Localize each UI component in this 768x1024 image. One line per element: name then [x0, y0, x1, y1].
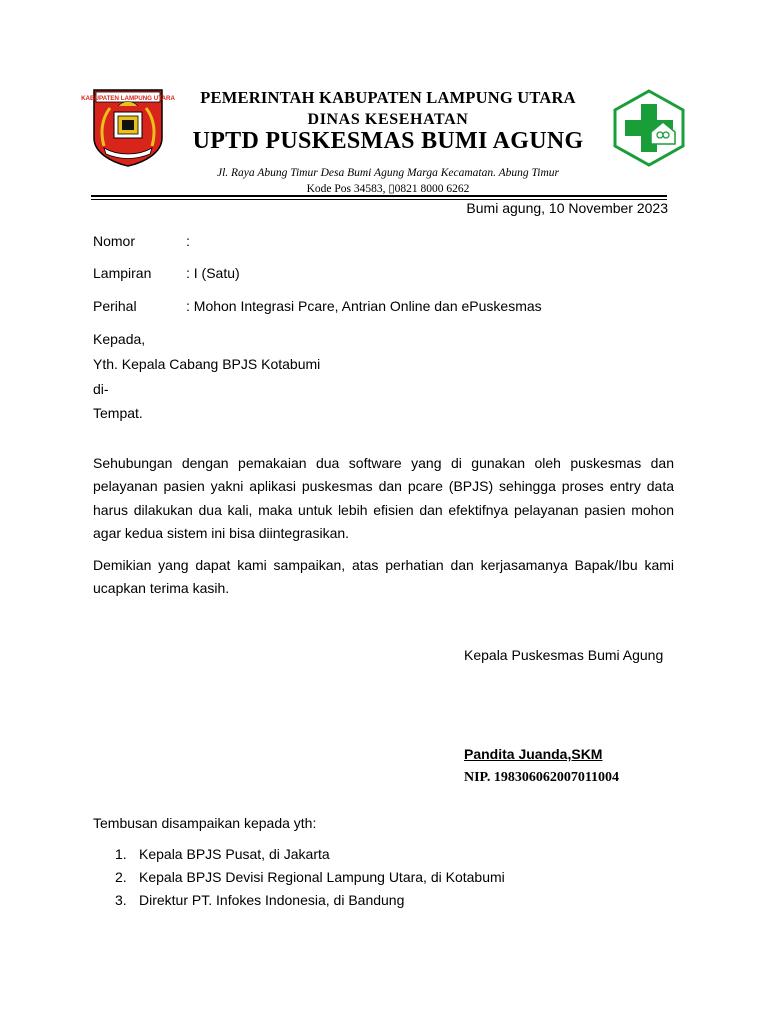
letterhead-department: DINAS KESEHATAN — [307, 111, 469, 128]
cc-heading: Tembusan disampaikan kepada yth: — [93, 815, 317, 831]
cc-list — [93, 846, 505, 915]
letterhead-rule-thick — [91, 195, 667, 197]
lampiran-label: Lampiran — [93, 265, 152, 281]
nomor-label: Nomor — [93, 233, 136, 249]
cc-item-number: 2. — [115, 869, 127, 885]
cc-item-number: 1. — [115, 846, 127, 862]
signature-nip: NIP. 198306062007011004 — [464, 770, 620, 785]
cc-item — [93, 846, 505, 869]
body-paragraph-1: Sehubungan dengan pemakaian dua software yang di gunakan oleh puskesmas dan pelayanan pasien yakni aplikasi puskesmas dan pcare (BPJS) sehingga proses entry data harus dilakukan dua kali, maka untuk lebih efisien dan efektifnya pelayanan pasien mohon agar kedua sistem ini bisa diintegrasikan. — [93, 455, 674, 541]
lampiran-value: : I (Satu) — [186, 265, 240, 281]
nomor-value: : — [186, 233, 190, 249]
letterhead-postal: Kode Pos 34583, ▯0821 8000 6262 — [306, 183, 470, 195]
letterhead-address: Jl. Raya Abung Timur Desa Bumi Agung Marga Kecamatan. Abung Timur — [216, 167, 560, 179]
perihal-value: : Mohon Integrasi Pcare, Antrian Online dan ePuskesmas — [186, 298, 542, 314]
cc-item-number: 3. — [115, 892, 127, 908]
body-paragraph-2: Demikian yang dapat kami sampaikan, atas perhatian dan kerjasamanya Bapak/Ibu kami ucapkan terima kasih. — [93, 557, 674, 597]
puskesmas-logo — [611, 88, 687, 168]
signature-title: Kepala Puskesmas Bumi Agung — [464, 647, 664, 663]
letter-date: Bumi agung, 10 November 2023 — [466, 200, 668, 216]
cc-item-text: Direktur PT. Infokes Indonesia, di Bandung — [139, 892, 405, 908]
cc-item — [93, 869, 505, 892]
cc-item — [93, 892, 505, 915]
emblem-banner-text: KABUPATEN LAMPUNG UTARA — [81, 95, 175, 102]
letterhead-government: PEMERINTAH KABUPATEN LAMPUNG UTARA — [200, 88, 576, 107]
recipient-greeting: Kepada, — [93, 331, 146, 347]
recipient-place: Tempat. — [93, 405, 143, 421]
signature-name: Pandita Juanda,SKM — [464, 746, 603, 762]
cc-item-text: Kepala BPJS Pusat, di Jakarta — [139, 846, 330, 862]
perihal-label: Perihal — [93, 298, 137, 314]
letterhead-institution: UPTD PUSKESMAS BUMI AGUNG — [192, 128, 584, 154]
recipient-di: di- — [93, 381, 109, 397]
cc-item-text: Kepala BPJS Devisi Regional Lampung Utara, di Kotabumi — [139, 869, 505, 885]
lampung-utara-emblem — [81, 86, 175, 168]
recipient-name: Yth. Kepala Cabang BPJS Kotabumi — [93, 356, 321, 372]
